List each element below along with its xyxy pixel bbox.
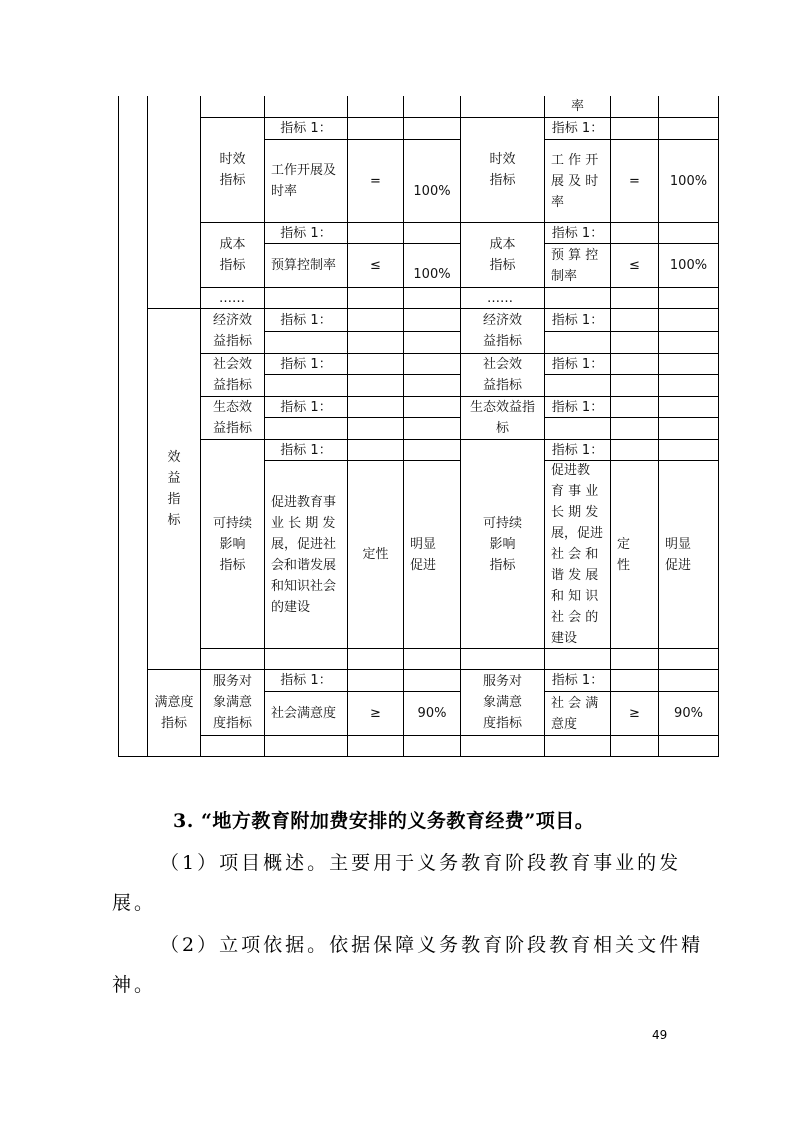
cell-sustainable-operator-right: 定 性 bbox=[617, 536, 631, 573]
paragraph-1-line-1: （1）项目概述。主要用于义务教育阶段教育事业的发 bbox=[160, 852, 682, 874]
cell-economic-indicator-left: 指标 1： bbox=[280, 312, 332, 328]
cell-sustainable-value-left: 明显 促进 bbox=[410, 536, 437, 573]
cell-ellipsis-left: …… bbox=[219, 290, 245, 306]
cell-cost-value-left: 100% bbox=[413, 267, 451, 282]
cell-service-name-left: 社会满意度 bbox=[271, 706, 337, 721]
cell-cost-category-right: 成本 指标 bbox=[489, 237, 516, 273]
cell-timeliness-value-right: 100% bbox=[669, 173, 708, 189]
cell-service-category-left: 服务对 象满意 度指标 bbox=[212, 674, 252, 731]
section-heading: 3. “地方教育附加费安排的义务教育经费”项目。 bbox=[173, 810, 595, 832]
cell-cost-value-right: 100% bbox=[669, 258, 708, 273]
cell-cost-category-left: 成本 指标 bbox=[219, 237, 246, 273]
cell-social-category-right: 社会效 益指标 bbox=[482, 357, 522, 393]
cell-cost-name-left: 预算控制率 bbox=[271, 258, 337, 273]
cell-cost-operator-left: ≤ bbox=[370, 258, 381, 273]
cell-sustainable-indicator-left: 指标 1： bbox=[280, 442, 332, 458]
cell-cost-indicator-right: 指标 1： bbox=[551, 225, 604, 241]
page-number: 49 bbox=[652, 1028, 668, 1042]
cell-ecological-category-right: 生态效益指 标 bbox=[469, 400, 535, 436]
cell-social-indicator-right: 指标 1： bbox=[551, 356, 604, 372]
cell-satisfaction-indicators: 满意度 指标 bbox=[154, 695, 194, 731]
cell-economic-category-right: 经济效 益指标 bbox=[482, 313, 522, 349]
cell-cost-name-right: 预 算 控 制率 bbox=[551, 247, 599, 284]
cell-sustainable-category-right: 可持续 影响 指标 bbox=[482, 515, 522, 573]
paragraph-1-line-2: 展。 bbox=[112, 892, 157, 914]
cell-economic-category-left: 经济效 益指标 bbox=[212, 313, 252, 349]
cell-continued-rate: 率 bbox=[570, 99, 584, 114]
cell-timeliness-name-right: 工 作 开 展 及 时 率 bbox=[551, 152, 599, 210]
cell-benefit-indicators: 效 益 指 标 bbox=[167, 450, 181, 528]
paragraph-2-line-2: 神。 bbox=[112, 974, 157, 996]
cell-timeliness-indicator-left: 指标 1： bbox=[280, 121, 332, 136]
cell-ellipsis-right: …… bbox=[487, 290, 513, 306]
cell-service-value-left: 90% bbox=[417, 706, 447, 721]
cell-social-category-left: 社会效 益指标 bbox=[212, 357, 252, 393]
cell-ecological-indicator-left: 指标 1： bbox=[280, 399, 332, 415]
cell-service-operator-left: ≥ bbox=[370, 706, 381, 721]
paragraph-2-line-1: （2）立项依据。依据保障义务教育阶段教育相关文件精 bbox=[160, 934, 704, 956]
cell-timeliness-category-right: 时效 指标 bbox=[489, 152, 516, 188]
cell-sustainable-name-left: 促进教育事 业 长 期 发 展，促进社 会和谐发展 和知识社会 的建设 bbox=[271, 494, 337, 615]
cell-sustainable-value-right: 明显 促进 bbox=[665, 536, 692, 573]
cell-timeliness-name-left: 工作开展及 时率 bbox=[271, 163, 337, 199]
cell-service-operator-right: ≥ bbox=[629, 706, 640, 721]
cell-timeliness-indicator-right: 指标 1： bbox=[551, 121, 604, 136]
cell-economic-indicator-right: 指标 1： bbox=[551, 312, 604, 328]
cell-sustainable-operator-left: 定性 bbox=[362, 547, 389, 562]
cell-timeliness-operator-right: = bbox=[629, 173, 640, 189]
cell-service-name-right: 社 会 满 意度 bbox=[551, 695, 599, 732]
cell-sustainable-category-left: 可持续 影响 指标 bbox=[212, 515, 252, 573]
cell-cost-operator-right: ≤ bbox=[629, 258, 640, 273]
cell-timeliness-value-left: 100% bbox=[413, 183, 451, 199]
cell-service-indicator-right: 指标 1： bbox=[551, 673, 604, 688]
cell-sustainable-indicator-right: 指标 1： bbox=[551, 442, 604, 458]
cell-cost-indicator-left: 指标 1： bbox=[280, 225, 332, 241]
cell-timeliness-category-left: 时效 指标 bbox=[219, 152, 246, 188]
cell-timeliness-operator-left: = bbox=[370, 173, 381, 189]
cell-ecological-indicator-right: 指标 1： bbox=[551, 399, 604, 415]
cell-social-indicator-left: 指标 1： bbox=[280, 356, 332, 372]
cell-sustainable-name-right: 促进教 育 事 业 长 期 发 展，促进 社 会 和 谐 发 展 和 知 识 社 会 的 建设 bbox=[551, 463, 604, 646]
cell-service-indicator-left: 指标 1： bbox=[280, 673, 332, 688]
cell-service-category-right: 服务对 象满意 度指标 bbox=[482, 674, 522, 731]
cell-service-value-right: 90% bbox=[674, 706, 703, 721]
cell-ecological-category-left: 生态效 益指标 bbox=[212, 400, 252, 436]
